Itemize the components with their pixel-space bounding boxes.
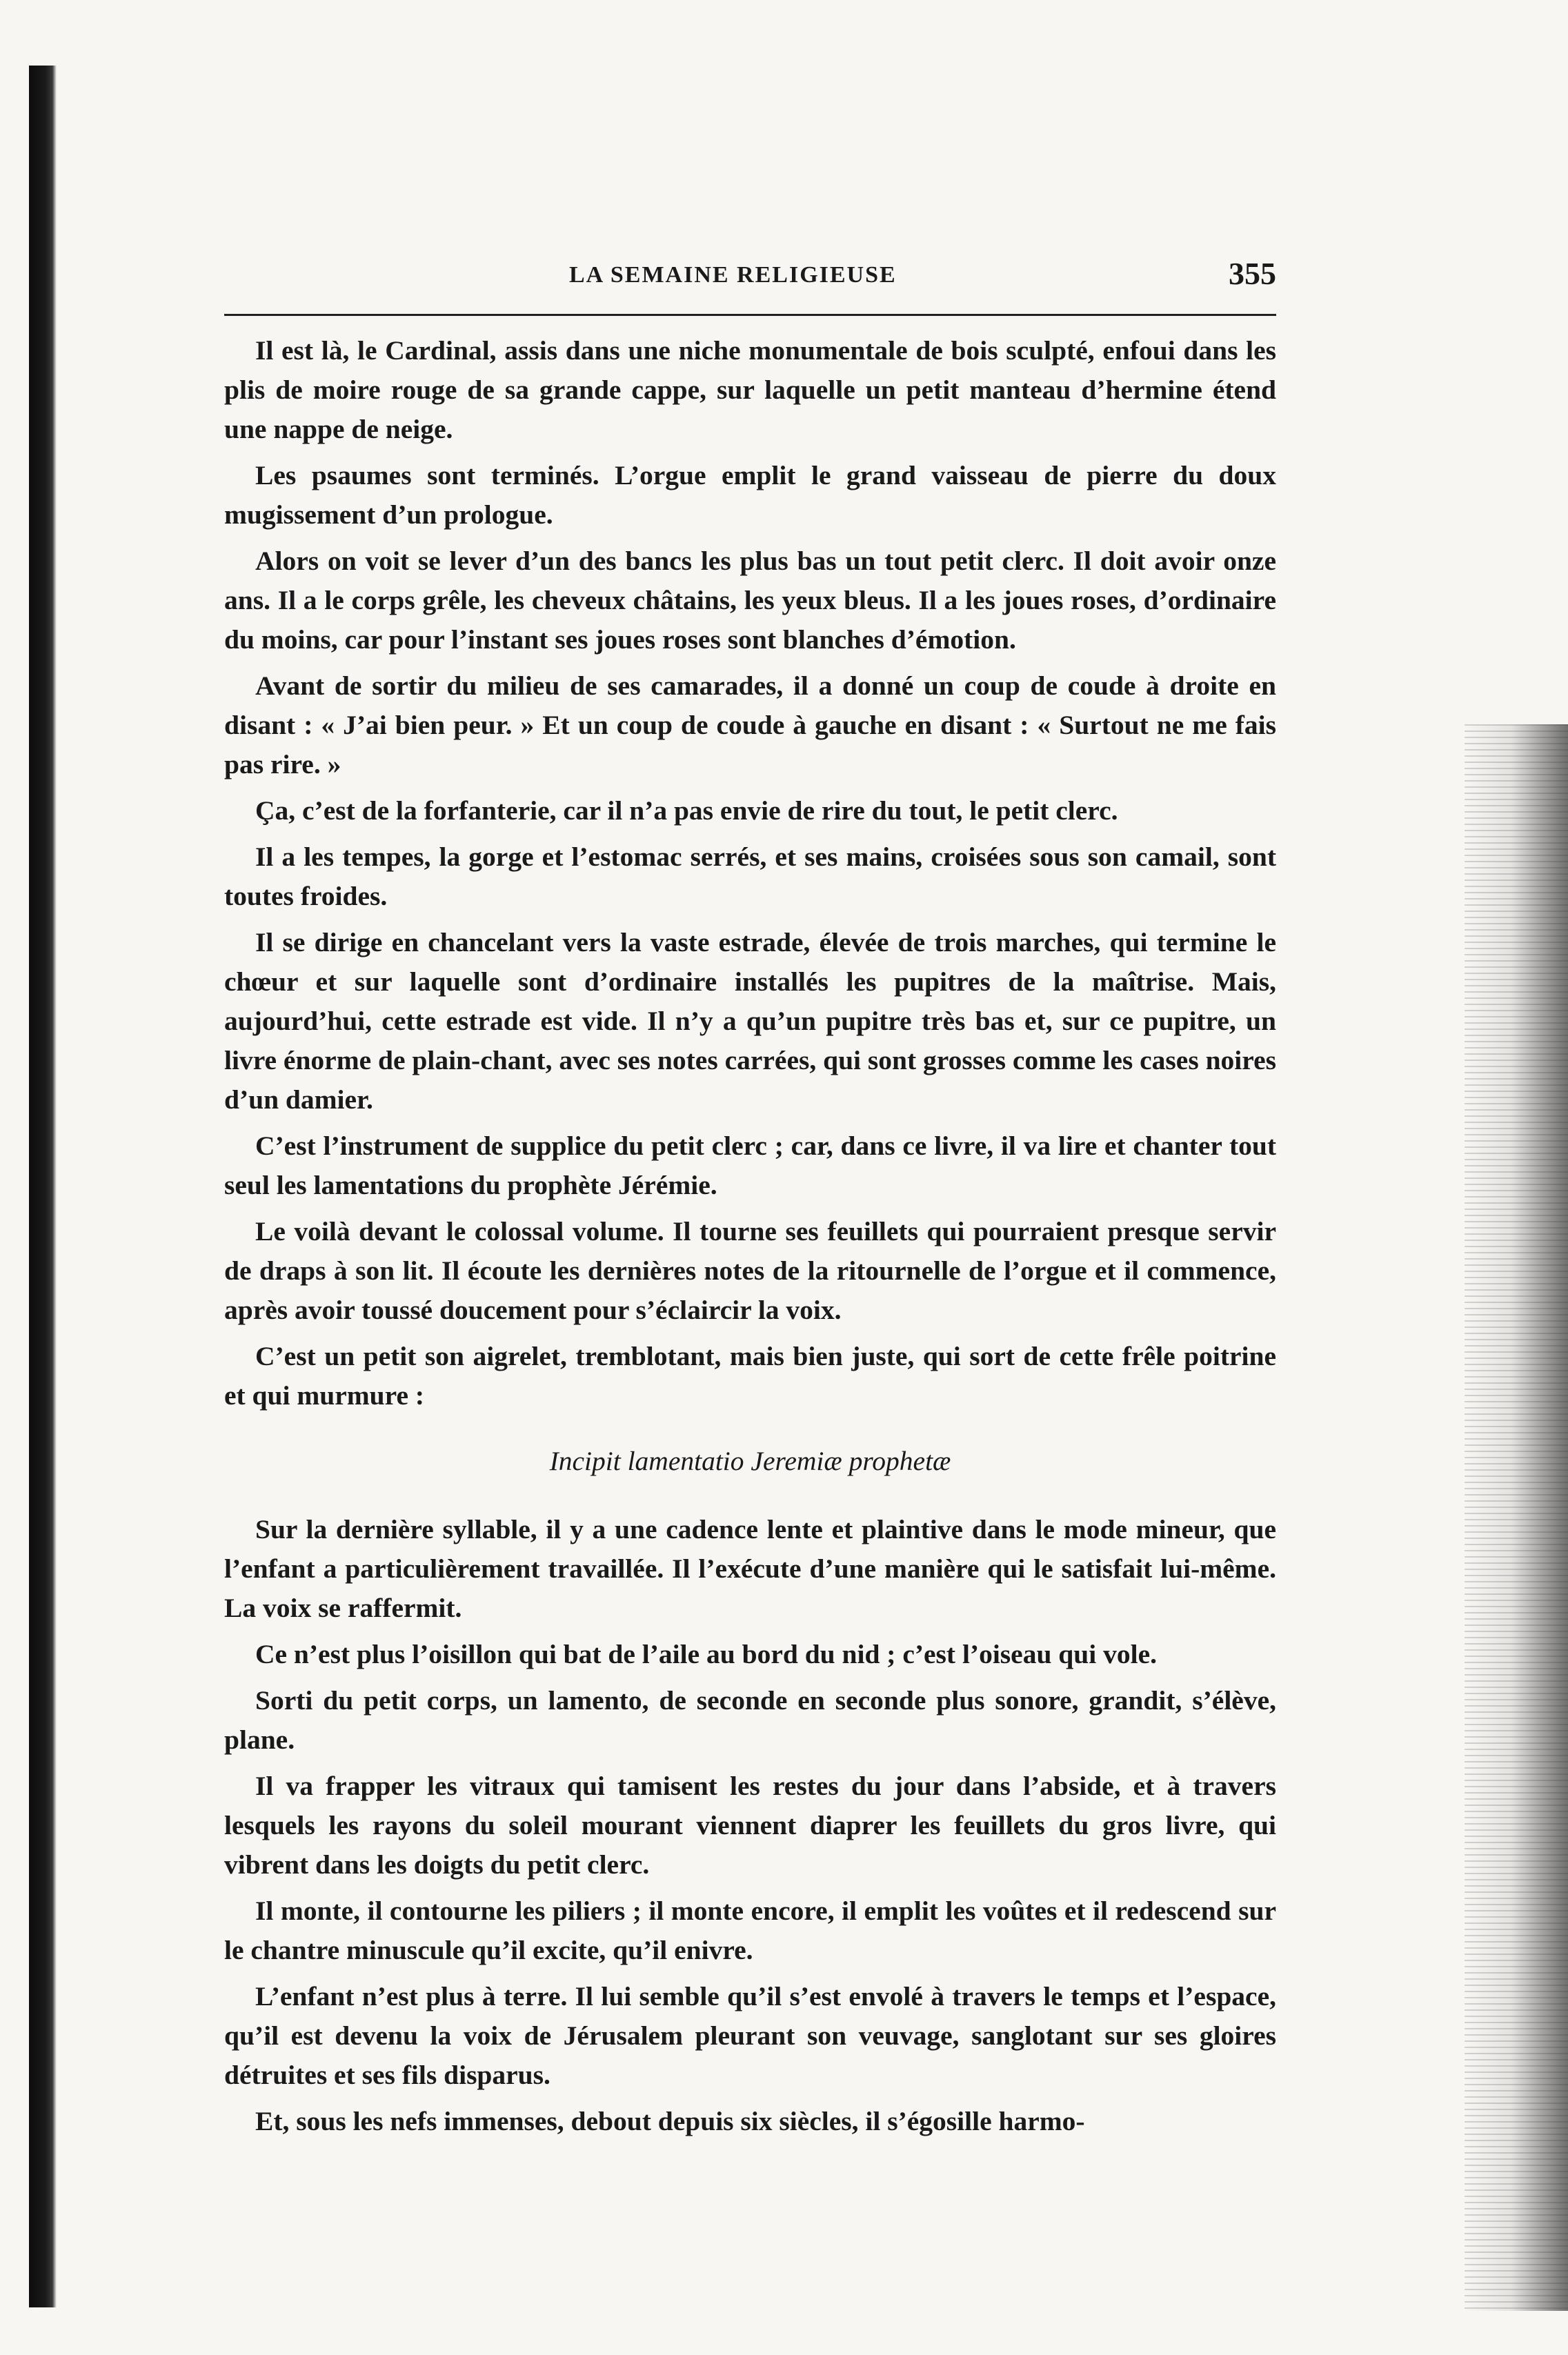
paragraph: L’enfant n’est plus à terre. Il lui semble qu’il s’est envolé à travers le temps et l’espace, qu’il est devenu la voix de Jérusalem pleurant son veuvage, sanglotant sur ses gloires détruites et ses fils disparus.: [224, 1981, 1276, 2090]
paragraph: Les psaumes sont terminés. L’orgue emplit le grand vaisseau de pierre du doux mugissement d’un prologue.: [224, 460, 1276, 530]
page-binding-shadow: [29, 66, 57, 2307]
running-head: [224, 255, 1276, 297]
paragraph: Il se dirige en chancelant vers la vaste estrade, élevée de trois marches, qui termine le chœur et sur laquelle sont d’ordinaire installés les pupitres de la maîtrise. Mais, aujourd’hui, cette estrade est vide. Il n’y a qu’un pupitre très bas et, sur ce pupitre, un livre énorme de plain-chant, avec ses notes carrées, qui sont grosses comme les cases noires d’un damier.: [224, 927, 1276, 1115]
paragraph: Sur la dernière syllable, il y a une cadence lente et plaintive dans le mode mineur, que l’enfant a particulièrement travaillée. Il l’exécute d’une manière qui le satisfait lui-même. La voix se raffermit.: [224, 1514, 1276, 1623]
paragraph: C’est l’instrument de supplice du petit clerc ; car, dans ce livre, il va lire et chanter tout seul les lamentations du prophète Jérémie.: [224, 1131, 1276, 1200]
header-rule: [224, 314, 1276, 316]
paragraph: C’est un petit son aigrelet, tremblotant, mais bien juste, qui sort de cette frêle poitrine et qui murmure :: [224, 1341, 1276, 1411]
paragraph: Sorti du petit corps, un lamento, de seconde en seconde plus sonore, grandit, s’élève, plane.: [224, 1685, 1276, 1755]
running-title: LA SEMAINE RELIGIEUSE: [569, 262, 897, 288]
paragraph: Il a les tempes, la gorge et l’estomac serrés, et ses mains, croisées sous son camail, sont toutes froides.: [224, 842, 1276, 911]
paragraph: Il va frapper les vitraux qui tamisent les restes du jour dans l’abside, et à travers lesquels les rayons du soleil mourant viennent diaprer les feuillets du gros livre, qui vibrent dans les doigts du petit clerc.: [224, 1771, 1276, 1880]
paragraph: Ça, c’est de la forfanterie, car il n’a pas envie de rire du tout, le petit clerc.: [255, 795, 1118, 826]
page-number: 355: [1229, 256, 1276, 291]
paragraph: Avant de sortir du milieu de ses camarades, il a donné un coup de coude à droite en disant : « J’ai bien peur. » Et un coup de coude à gauche en disant : « Surtout ne me fais pas rire. »: [224, 670, 1276, 779]
page-body: [224, 331, 1276, 2148]
paragraph: Et, sous les nefs immenses, debout depuis six siècles, il s’égosille harmo-: [255, 2106, 1085, 2136]
paragraph: Alors on voit se lever d’un des bancs les plus bas un tout petit clerc. Il doit avoir onze ans. Il a le corps grêle, les cheveux châtains, les yeux bleus. Il a les joues roses, d’ordinaire du moins, car pour l’instant ses joues roses sont blanches d’émotion.: [224, 546, 1276, 655]
paragraph: Il est là, le Cardinal, assis dans une niche monumentale de bois sculpté, enfoui dans les plis de moire rouge de sa grande cappe, sur laquelle un petit manteau d’hermine étend une nappe de neige.: [224, 335, 1276, 444]
paragraph: Le voilà devant le colossal volume. Il tourne ses feuillets qui pourraient presque servir de draps à son lit. Il écoute les dernières notes de la ritournelle de l’orgue et il commence, après avoir toussé doucement pour s’éclaircir la voix.: [224, 1216, 1276, 1325]
paragraph: Il monte, il contourne les piliers ; il monte encore, il emplit les voûtes et il redescend sur le chantre minuscule qu’il excite, qu’il enivre.: [224, 1896, 1276, 1965]
scan-edge-noise: [1465, 724, 1568, 2311]
paragraph: Ce n’est plus l’oisillon qui bat de l’aile au bord du nid ; c’est l’oiseau qui vole.: [255, 1639, 1157, 1669]
latin-quote: Incipit lamentatio Jeremiæ prophetæ: [549, 1446, 951, 1476]
